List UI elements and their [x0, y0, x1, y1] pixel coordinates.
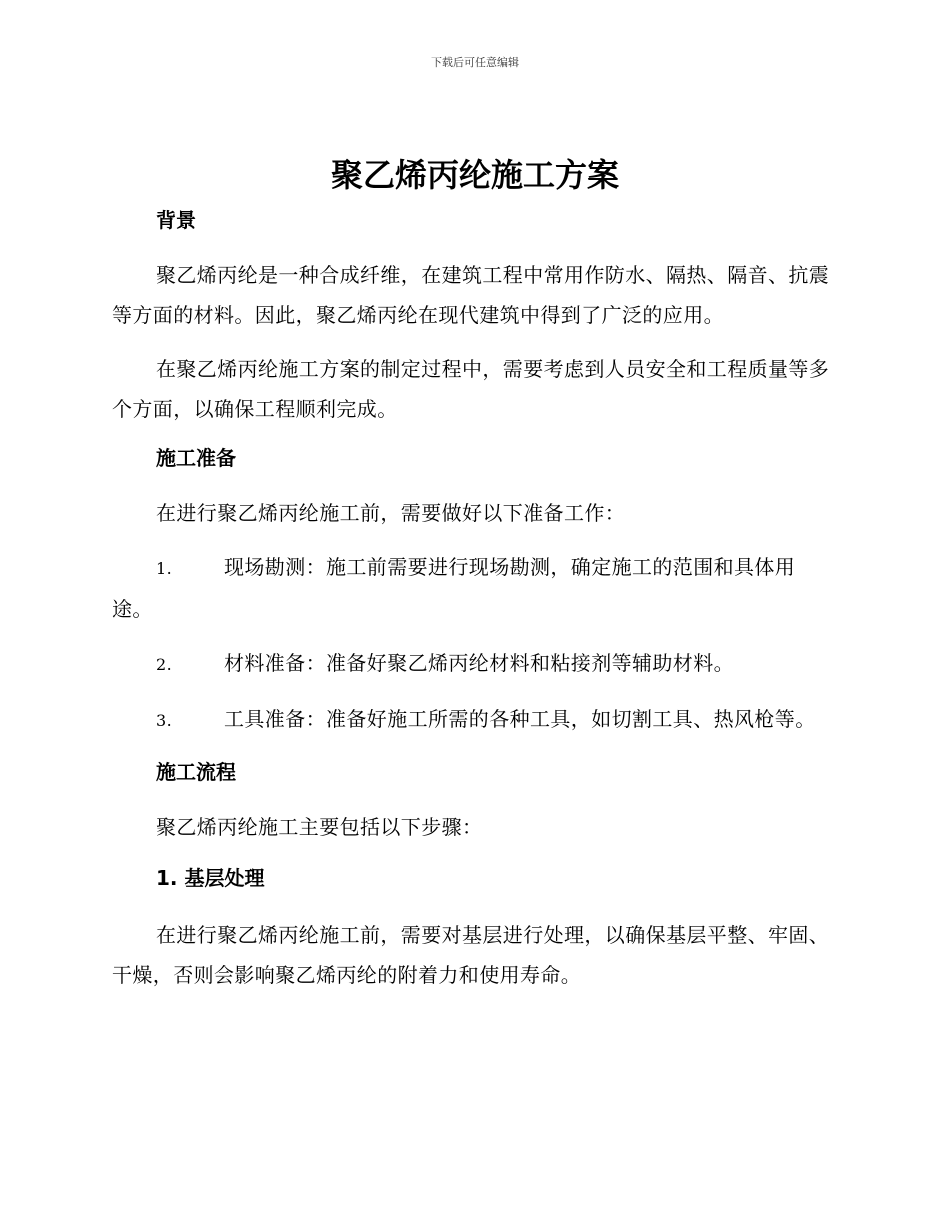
subsection-heading-step1: 1. 基层处理 [156, 866, 265, 890]
section-heading-background: 背景 [156, 208, 196, 232]
list-text: 工具准备：准备好施工所需的各种工具，如切割工具、热风枪等。 [224, 707, 816, 731]
list-item [112, 643, 832, 685]
list-number: 3. [156, 711, 173, 730]
list-number: 2. [156, 655, 173, 674]
list-text: 现场勘测：施工前需要进行现场勘测，确定施工的范围和具体用途。 [112, 555, 796, 621]
paragraph: 在聚乙烯丙纶施工方案的制定过程中，需要考虑到人员安全和工程质量等多个方面，以确保工程顺利完成。 [112, 357, 830, 421]
page-header: 下载后可任意编辑 [431, 56, 519, 69]
section-heading-process: 施工流程 [156, 760, 236, 784]
list-item [112, 547, 832, 629]
list-text: 材料准备：准备好聚乙烯丙纶材料和粘接剂等辅助材料。 [224, 651, 734, 675]
paragraph: 在进行聚乙烯丙纶施工前，需要做好以下准备工作： [156, 501, 626, 525]
section-preparation [112, 443, 832, 741]
paragraph: 聚乙烯丙纶是一种合成纤维，在建筑工程中常用作防水、隔热、隔音、抗震等方面的材料。因此，聚乙烯丙纶在现代建筑中得到了广泛的应用。 [112, 263, 830, 327]
paragraph: 在进行聚乙烯丙纶施工前，需要对基层进行处理，以确保基层平整、牢固、干燥，否则会影响聚乙烯丙纶的附着力和使用寿命。 [112, 923, 830, 987]
document-body [112, 205, 832, 995]
list-item [112, 699, 832, 741]
section-background [112, 205, 832, 429]
paragraph: 聚乙烯丙纶施工主要包括以下步骤： [156, 815, 483, 839]
list-number: 1. [156, 559, 173, 578]
section-process [112, 757, 832, 995]
document-title: 聚乙烯丙纶施工方案 [330, 156, 619, 194]
section-heading-preparation: 施工准备 [156, 446, 236, 470]
